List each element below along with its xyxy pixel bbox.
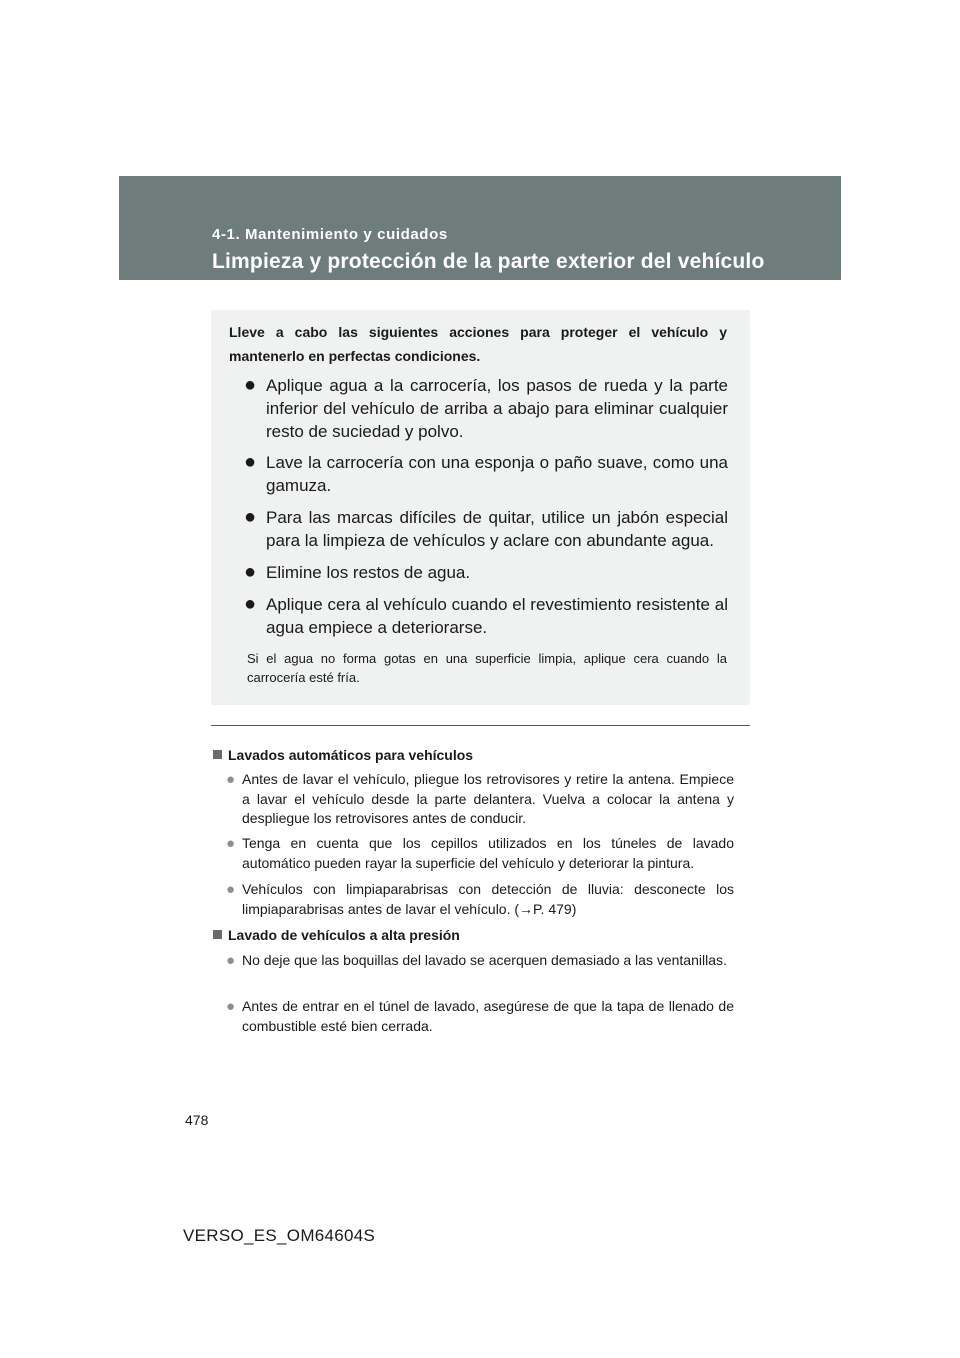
- bullet-dot-icon: ●: [244, 593, 257, 615]
- bullet-dot-icon: ●: [244, 506, 257, 528]
- section-bullet-text: Tenga en cuenta que los cepillos utilizados en los túneles de lavado automático pueden rayar la superficie del vehículo y deteriorar la pintura.: [242, 835, 734, 871]
- document-code: VERSO_ES_OM64604S: [183, 1226, 376, 1245]
- section-bullet-text: Antes de lavar el vehículo, pliegue los retrovisores y retire la antena. Empiece a lavar el vehículo desde la parte delantera. Vuelva a colocar la antena y despliegue los retrovisores antes de conducir.: [242, 771, 734, 826]
- section-bullet: [226, 880, 734, 919]
- bullet-dot-icon: ●: [244, 561, 257, 583]
- section-label: 4-1. Mantenimiento y cuidados: [212, 226, 448, 243]
- square-bullet-icon: [213, 750, 222, 759]
- section-bullet-text: Antes de entrar en el túnel de lavado, asegúrese de que la tapa de llenado de combustible esté bien cerrada.: [242, 998, 734, 1034]
- intro-bullet-text: Elimine los restos de agua.: [266, 563, 471, 582]
- intro-note: Si el agua no forma gotas en una superficie limpia, aplique cera cuando la carrocería esté fría.: [247, 651, 727, 685]
- intro-bullet: [244, 451, 728, 497]
- section-heading: [213, 745, 473, 765]
- square-bullet-icon: [213, 930, 222, 939]
- section-bullet: [226, 951, 734, 971]
- page-number: 478: [185, 1112, 209, 1128]
- intro-bullet: [244, 593, 728, 639]
- section-heading: [213, 925, 460, 945]
- bullet-dot-icon: ●: [226, 952, 236, 969]
- bullet-dot-icon: ●: [244, 451, 257, 473]
- bullet-dot-icon: ●: [244, 374, 257, 396]
- intro-bullet-text: Aplique agua a la carrocería, los pasos de rueda y la parte inferior del vehículo de arriba a abajo para eliminar cualquier resto de suciedad y polvo.: [266, 376, 728, 441]
- section-bullet: [226, 997, 734, 1036]
- intro-bullet-text: Aplique cera al vehículo cuando el revestimiento resistente al agua empiece a deteriorarse.: [266, 595, 728, 637]
- bullet-dot-icon: ●: [226, 835, 236, 852]
- bullet-dot-icon: ●: [226, 998, 236, 1015]
- intro-text: Lleve a cabo las siguientes acciones para proteger el vehículo y mantenerlo en perfectas condiciones.: [229, 324, 727, 364]
- bullet-dot-icon: ●: [226, 771, 236, 788]
- intro-bullet-text: Lave la carrocería con una esponja o paño suave, como una gamuza.: [266, 453, 728, 495]
- section-bullet: [226, 770, 734, 829]
- section-bullet-text: Vehículos con limpiaparabrisas con detección de lluvia: desconecte los limpiaparabrisas antes de lavar el vehículo. (→P. 479): [242, 881, 734, 917]
- intro-bullet: [244, 561, 728, 584]
- bullet-dot-icon: ●: [226, 881, 236, 898]
- section-heading-text: Lavado de vehículos a alta presión: [228, 927, 460, 943]
- section-bullet: [226, 834, 734, 873]
- divider: [211, 725, 750, 726]
- intro-bullet-text: Para las marcas difíciles de quitar, utilice un jabón especial para la limpieza de vehículos y aclare con abundante agua.: [266, 508, 728, 550]
- intro-bullet: [244, 374, 728, 443]
- intro-bullet: [244, 506, 728, 552]
- page-title: Limpieza y protección de la parte exterior del vehículo: [212, 250, 765, 273]
- section-bullet-text: No deje que las boquillas del lavado se acerquen demasiado a las ventanillas.: [242, 952, 727, 968]
- section-heading-text: Lavados automáticos para vehículos: [228, 747, 474, 763]
